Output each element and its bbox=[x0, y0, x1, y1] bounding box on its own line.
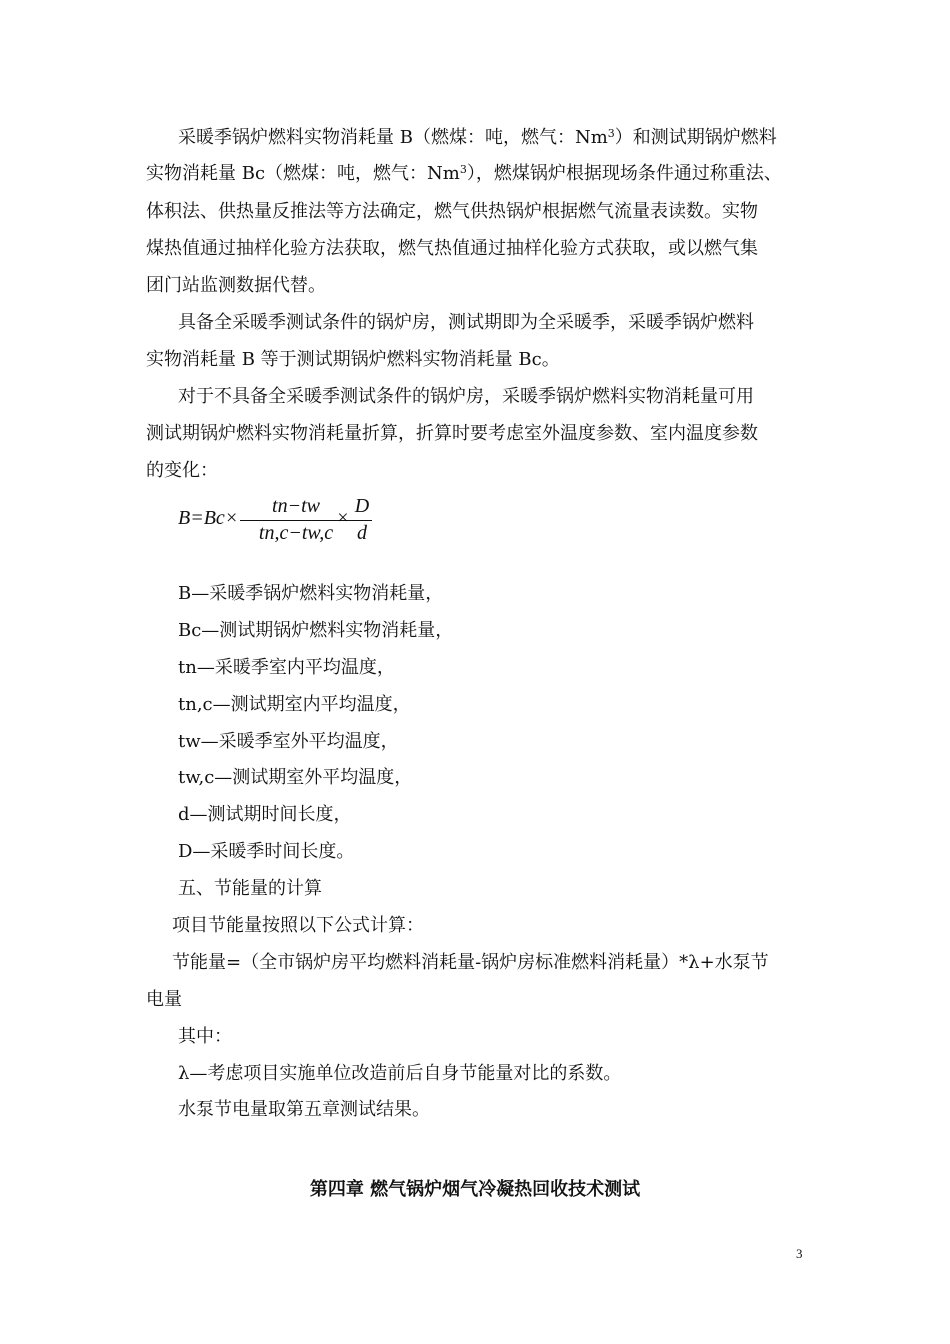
savings-equation-line: 节能量=（全市锅炉房平均燃料消耗量-锅炉房标准燃料消耗量）*λ+水泵节 bbox=[172, 952, 769, 973]
text-span: 实物消耗量 Bc（燃煤：吨，燃气：Nm bbox=[146, 163, 460, 184]
pump-savings-note: 水泵节电量取第五章测试结果。 bbox=[178, 1099, 430, 1120]
lambda-definition: λ—考虑项目实施单位改造前后自身节能量对比的系数。 bbox=[178, 1063, 622, 1084]
definition-item: tn,c—测试期室内平均温度， bbox=[178, 694, 411, 715]
paragraph-line: 团门站监测数据代替。 bbox=[146, 275, 326, 296]
savings-equation-line: 电量 bbox=[146, 989, 182, 1010]
fraction-bar bbox=[352, 520, 372, 521]
formula-denominator: tn,c−tw,c bbox=[258, 522, 334, 544]
section-intro: 项目节能量按照以下公式计算： bbox=[172, 915, 424, 936]
chapter-title: 第四章 燃气锅炉烟气冷凝热回收技术测试 bbox=[309, 1179, 641, 1200]
definition-item: tn—采暖季室内平均温度， bbox=[178, 657, 395, 678]
paragraph-line: 体积法、供热量反推法等方法确定，燃气供热锅炉根据燃气流量表读数。实物 bbox=[146, 201, 758, 222]
superscript: 3 bbox=[459, 163, 467, 176]
formula-denominator-d: d bbox=[357, 522, 367, 544]
paragraph-line bbox=[146, 161, 782, 187]
definition-item: D—采暖季时间长度。 bbox=[178, 841, 355, 862]
text-span: 采暖季锅炉燃料实物消耗量 B（燃煤：吨，燃气：Nm bbox=[178, 127, 608, 148]
paragraph-line: 测试期锅炉燃料实物消耗量折算，折算时要考虑室外温度参数、室内温度参数 bbox=[146, 423, 758, 444]
page-number: 3 bbox=[796, 1246, 803, 1261]
superscript: 3 bbox=[607, 127, 615, 140]
definition-item: tw—采暖季室外平均温度， bbox=[178, 731, 399, 752]
paragraph-line: 具备全采暖季测试条件的锅炉房，测试期即为全采暖季，采暖季锅炉燃料 bbox=[178, 312, 754, 333]
formula-times: × bbox=[336, 507, 350, 529]
definition-item: Bc—测试期锅炉燃料实物消耗量， bbox=[178, 620, 454, 641]
definition-item: tw,c—测试期室外平均温度， bbox=[178, 767, 413, 788]
formula-numerator-d: D bbox=[354, 495, 370, 517]
definition-item: d—测试期时间长度， bbox=[178, 804, 352, 825]
formula-lhs: B=Bc× bbox=[178, 507, 239, 529]
section-heading: 五、节能量的计算 bbox=[178, 878, 322, 899]
text-span: ），燃煤锅炉根据现场条件通过称重法、 bbox=[466, 163, 782, 184]
paragraph-line: 实物消耗量 B 等于测试期锅炉燃料实物消耗量 Bc。 bbox=[146, 349, 560, 370]
definition-item: B—采暖季锅炉燃料实物消耗量， bbox=[178, 583, 444, 604]
formula-numerator: tn−tw bbox=[272, 495, 320, 517]
where-label: 其中： bbox=[178, 1026, 232, 1047]
paragraph-line: 煤热值通过抽样化验方法获取，燃气热值通过抽样化验方式获取，或以燃气集 bbox=[146, 238, 758, 259]
paragraph-line: 对于不具备全采暖季测试条件的锅炉房，采暖季锅炉燃料实物消耗量可用 bbox=[178, 386, 754, 407]
paragraph-line bbox=[178, 125, 777, 151]
paragraph-line: 的变化： bbox=[146, 460, 218, 481]
text-span: ）和测试期锅炉燃料 bbox=[614, 127, 777, 148]
